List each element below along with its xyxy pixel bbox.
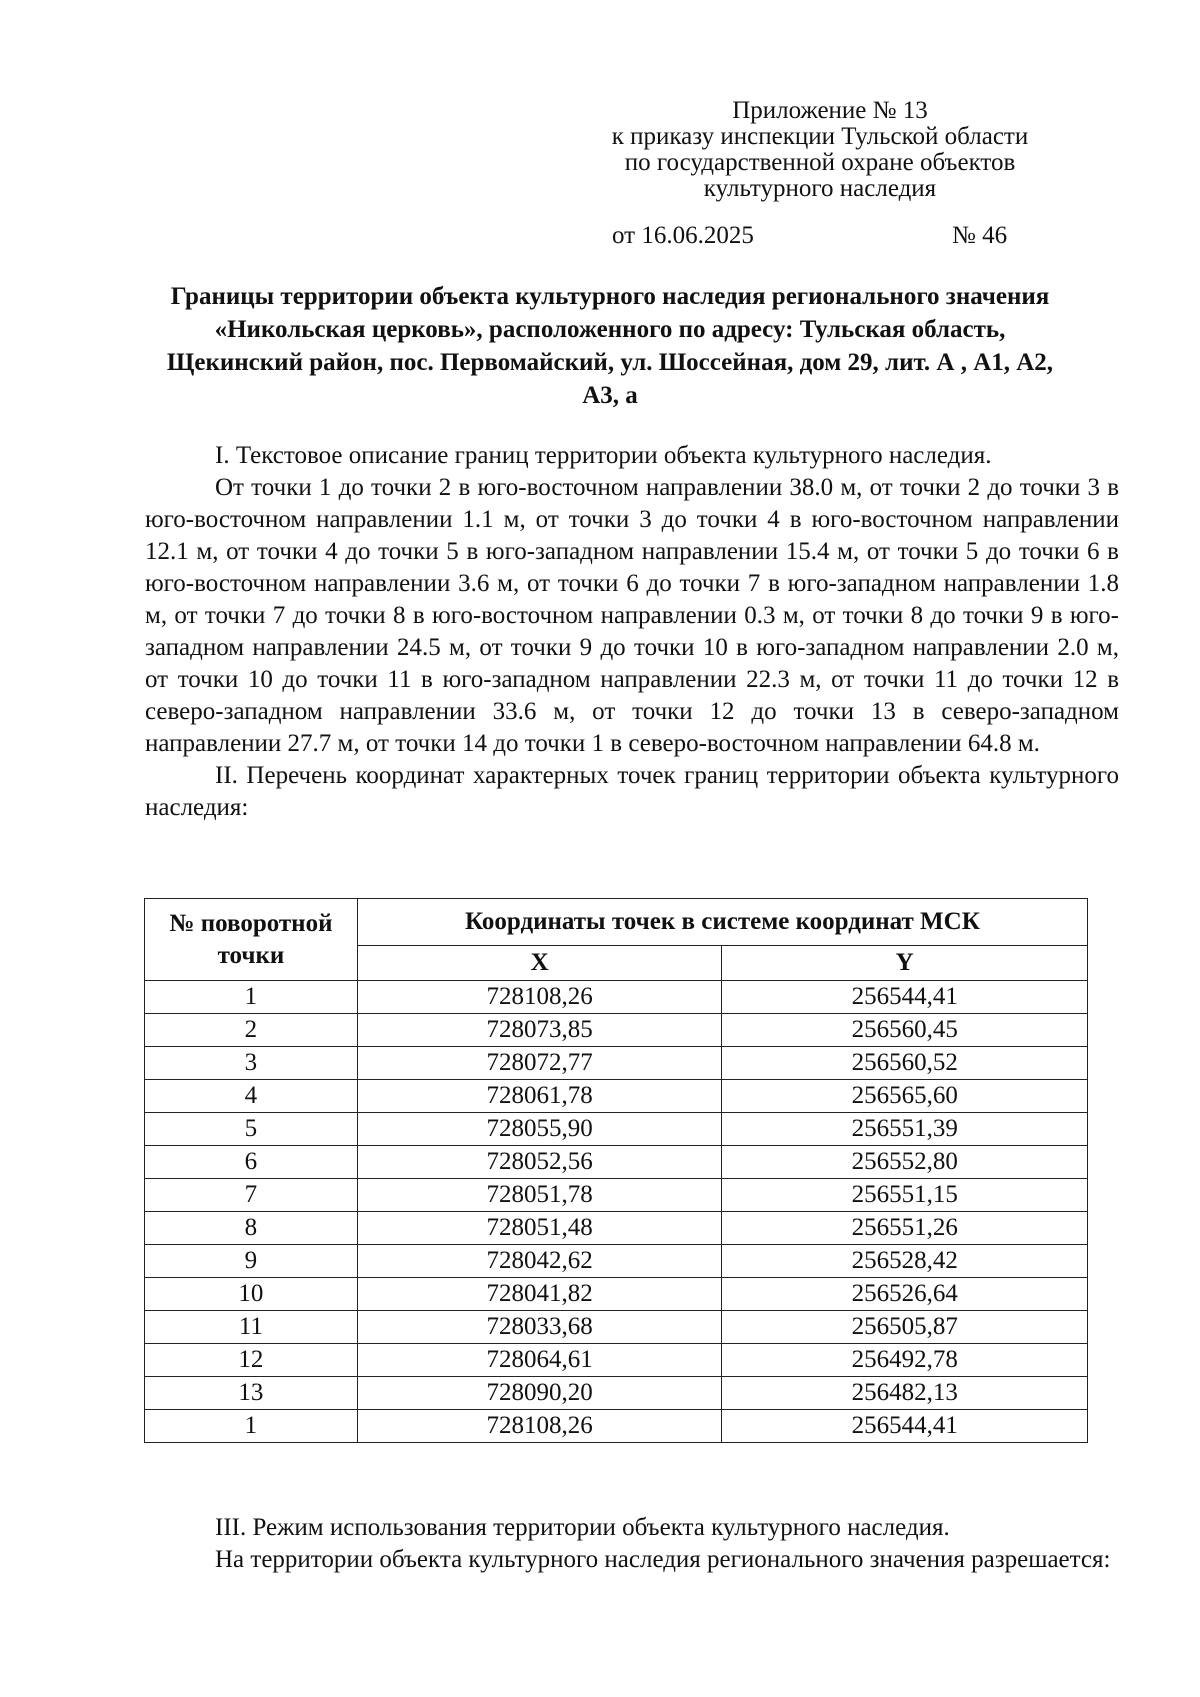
section-2-heading: II. Перечень координат характерных точек границ территории объекта культурного наследия: (145, 762, 1119, 821)
cell-y: 256551,26 (722, 1212, 1088, 1245)
order-line-1: к приказу инспекции Тульской области (611, 123, 1029, 150)
cell-x: 728051,78 (357, 1179, 722, 1212)
cell-x: 728108,26 (357, 1410, 722, 1443)
cell-x: 728052,56 (357, 1146, 722, 1179)
table-row (145, 1212, 1088, 1245)
x-column-header: X (357, 946, 722, 981)
cell-x: 728061,78 (357, 1080, 722, 1113)
table-row (145, 1146, 1088, 1179)
cell-point: 2 (145, 1014, 358, 1047)
cell-x: 728090,20 (357, 1377, 722, 1410)
cell-point: 3 (145, 1047, 358, 1080)
cell-point: 1 (145, 1410, 358, 1443)
cell-x: 728055,90 (357, 1113, 722, 1146)
table-row (145, 1377, 1088, 1410)
cell-point: 9 (145, 1245, 358, 1278)
cell-y: 256492,78 (722, 1344, 1088, 1377)
cell-point: 7 (145, 1179, 358, 1212)
cell-y: 256552,80 (722, 1146, 1088, 1179)
cell-x: 728042,62 (357, 1245, 722, 1278)
cell-y: 256551,15 (722, 1179, 1088, 1212)
cell-y: 256560,45 (722, 1014, 1088, 1047)
document-title: Границы территории объекта культурного наследия регионального значения «Никольская церковь», расположенного по адресу: Тульская область, Щекинский район, пос. Первомайский, ул. Шоссейная, дом 29, лит. А , А1, А2, А3, а (166, 283, 1054, 409)
cell-y: 256528,42 (722, 1245, 1088, 1278)
cell-x: 728041,82 (357, 1278, 722, 1311)
appendix-label: Приложение № 13 (732, 97, 928, 124)
cell-y: 256505,87 (722, 1311, 1088, 1344)
cell-point: 10 (145, 1278, 358, 1311)
coords-column-header: Координаты точек в системе координат МСК (357, 899, 1087, 946)
order-line-3: культурного наследия (703, 175, 937, 202)
cell-point: 12 (145, 1344, 358, 1377)
table-row (145, 1278, 1088, 1311)
point-column-header: № поворотной точки (145, 899, 358, 981)
cell-x: 728073,85 (357, 1014, 722, 1047)
section-3-heading: III. Режим использования территории объекта культурного наследия. (215, 1514, 950, 1541)
table-row (145, 1311, 1088, 1344)
section-3-text: На территории объекта культурного наследия регионального значения разрешается: (215, 1546, 1111, 1573)
cell-point: 6 (145, 1146, 358, 1179)
y-column-header: Y (722, 946, 1088, 981)
cell-point: 11 (145, 1311, 358, 1344)
section-3 (145, 1512, 1119, 1576)
section-1-text: От точки 1 до точки 2 в юго-восточном направлении 38.0 м, от точки 2 до точки 3 в юго-восточном направлении 1.1 м, от точки 3 до точки 4 в юго-восточном направлении 12.1 м, от точки 4 до точки 5 в юго-западном направлении 15.4 м, от точки 5 до точки 6 в юго-восточном направлении 3.6 м, от точки 6 до точки 7 в юго-западном направлении 1.8 м, от точки 7 до точки 8 в юго-восточном направлении 0.3 м, от точки 8 до точки 9 в юго-западном направлении 24.5 м, от точки 9 до точки 10 в юго-западном направлении 2.0 м, от точки 10 до точки 11 в юго-западном направлении 22.3 м, от точки 11 до точки 12 в северо-западном направлении 33.6 м, от точки 12 до точки 13 в северо-западном направлении 27.7 м, от точки 14 до точки 1 в северо-восточном направлении 64.8 м. (145, 474, 1119, 757)
table-row (145, 1080, 1088, 1113)
cell-x: 728072,77 (357, 1047, 722, 1080)
document-header (560, 98, 1080, 202)
cell-y: 256526,64 (722, 1278, 1088, 1311)
table-row (145, 1410, 1088, 1443)
section-1 (145, 440, 1119, 824)
table-row (145, 1014, 1088, 1047)
cell-point: 4 (145, 1080, 358, 1113)
order-number: № 46 (952, 222, 1008, 249)
cell-y: 256544,41 (722, 1410, 1088, 1443)
cell-point: 13 (145, 1377, 358, 1410)
cell-y: 256482,13 (722, 1377, 1088, 1410)
cell-y: 256560,52 (722, 1047, 1088, 1080)
order-line-2: по государственной охране объектов (624, 149, 1016, 176)
table-row (145, 1047, 1088, 1080)
cell-point: 1 (145, 981, 358, 1014)
coordinates-table-body (145, 981, 1088, 1443)
cell-x: 728033,68 (357, 1311, 722, 1344)
cell-y: 256544,41 (722, 981, 1088, 1014)
cell-x: 728064,61 (357, 1344, 722, 1377)
cell-y: 256565,60 (722, 1080, 1088, 1113)
cell-point: 5 (145, 1113, 358, 1146)
table-header-row (145, 899, 1088, 946)
table-row (145, 1113, 1088, 1146)
cell-point: 8 (145, 1212, 358, 1245)
section-1-heading: I. Текстовое описание границ территории объекта культурного наследия. (215, 442, 992, 469)
cell-x: 728051,48 (357, 1212, 722, 1245)
coordinates-table (144, 898, 1088, 1443)
table-row (145, 1344, 1088, 1377)
cell-x: 728108,26 (357, 981, 722, 1014)
table-row (145, 1179, 1088, 1212)
table-row (145, 1245, 1088, 1278)
table-row (145, 981, 1088, 1014)
order-date: от 16.06.2025 (612, 222, 754, 249)
cell-y: 256551,39 (722, 1113, 1088, 1146)
